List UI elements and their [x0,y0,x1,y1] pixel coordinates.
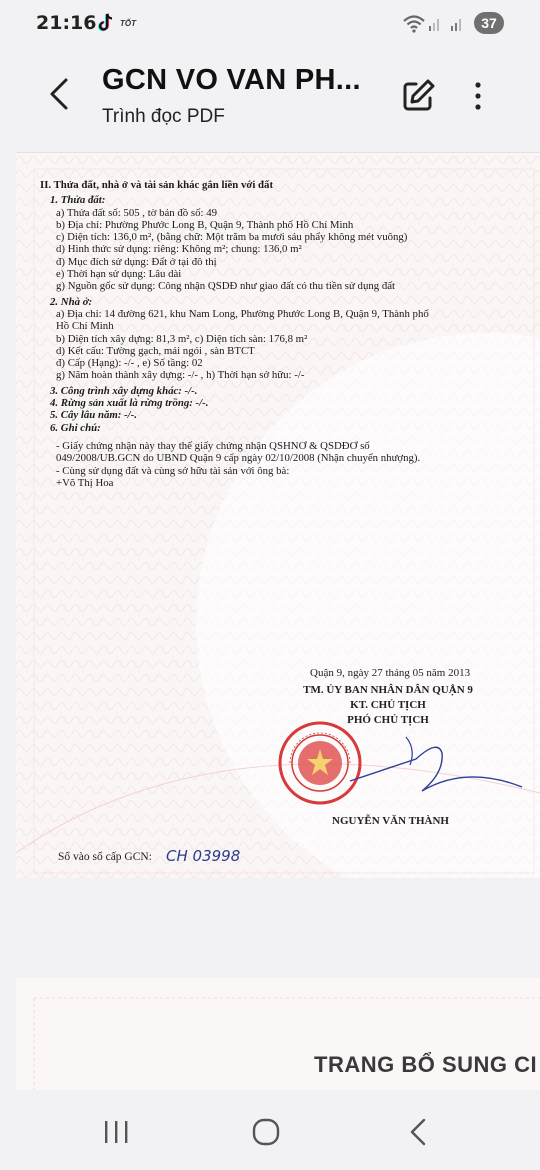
certificate-line: g) Nguồn gốc sử dụng: Công nhận QSDĐ như giao đất có thu tiền sử dụng đất [56,280,396,293]
status-time: 21:16 [36,12,97,34]
back-arrow-icon[interactable] [40,72,80,116]
issuing-authority: TM. ỦY BAN NHÂN DÂN QUẬN 9 [303,684,473,696]
registry-code: CH 03998 [166,847,241,865]
certificate-line: g) Năm hoàn thành xây dựng: -/- , h) Thời hạn sở hữu: -/- [56,369,305,382]
certificate-line: 6. Ghi chú: [50,421,101,434]
certificate-line: 2. Nhà ở: [50,295,93,308]
certificate-line: 4. Rừng sản xuất là rừng trồng: -/-. [50,397,209,410]
certificate-line: II. Thửa đất, nhà ở và tài sản khác gắn liền với đất [40,179,274,191]
registry-label: Sổ vào sổ cấp GCN: [58,851,152,863]
certificate-line: a) Thửa đất số: 505 , tờ bản đồ số: 49 [56,206,217,219]
battery-level-badge: 37 [474,12,504,34]
signer-name: NGUYỄN VĂN THÀNH [332,815,449,827]
signer-title: PHÓ CHỦ TỊCH [347,714,429,726]
home-icon[interactable] [250,1116,282,1148]
edit-icon[interactable] [398,76,438,116]
certificate-line: c) Diện tích: 136,0 m², (bằng chữ: Một trăm ba mươi sáu phẩy không mét vuông) [56,231,408,244]
certificate-text [40,179,540,489]
note-line: - Giấy chứng nhận này thay thế giấy chứng nhận QSHNƠ & QSDĐƠ số [56,439,370,452]
document-title: GCN VO VAN PH... [102,64,361,96]
next-page-heading: TRANG BỔ SUNG CI [314,1052,538,1077]
tiktok-icon [98,13,114,33]
certificate-line: e) Thời hạn sử dụng: Lâu dài [56,268,182,281]
certificate-line: 1. Thửa đất: [50,194,106,207]
more-options-icon[interactable] [466,76,490,116]
certificate-line: a) Địa chỉ: 14 đường 621, khu Nam Long, Phường Phước Long B, Quận 9, Thành phố [56,307,429,320]
signer-role: KT. CHỦ TỊCH [350,699,426,711]
signature-mark [346,729,526,809]
certificate-line: đ) Mục đích sử dụng: Đất ở tại đô thị [56,255,217,268]
certificate-line: đ) Cấp (Hạng): -/- , e) Số tầng: 02 [56,357,203,370]
notification-app-label: TỐT [120,19,136,28]
signature-block [16,637,540,867]
signal-icon-sim2 [450,14,464,32]
certificate-lines [40,179,540,434]
system-nav-bar [0,1090,540,1170]
note-line: +Võ Thị Hoa [56,476,114,489]
page-separator [0,878,540,978]
document-subtitle: Trình đọc PDF [102,106,225,127]
certificate-line: d) Hình thức sử dụng: riêng: Không m²; chung: 136,0 m² [56,243,302,256]
pdf-page[interactable] [16,152,540,878]
certificate-line: 3. Công trình xây dựng khác: -/-. [50,384,198,397]
app-bar [0,50,540,146]
signal-icon-sim1 [428,14,442,32]
nav-back-icon[interactable] [404,1116,432,1148]
sign-date: Quận 9, ngày 27 tháng 05 năm 2013 [310,667,471,679]
status-bar [0,0,540,50]
certificate-line: Hồ Chí Minh [56,320,114,333]
note-line: - Cùng sử dụng đất và cùng sở hữu tài sản với ông bà: [56,464,290,477]
certificate-line: d) Kết cấu: Tường gạch, mái ngói , sàn BTCT [56,344,255,357]
wifi-icon [402,14,426,34]
pdf-page-next[interactable] [16,978,540,1090]
certificate-line: b) Địa chỉ: Phường Phước Long B, Quận 9, Thành phố Hồ Chí Minh [56,218,354,231]
recent-apps-icon[interactable] [100,1118,132,1146]
note-line: 049/2008/UB.GCN do UBND Quận 9 cấp ngày 02/10/2008 (Nhận chuyển nhượng). [56,452,421,465]
certificate-line: b) Diện tích xây dựng: 81,3 m², c) Diện tích sàn: 176,8 m² [56,332,308,345]
certificate-line: 5. Cây lâu năm: -/-. [50,409,137,422]
